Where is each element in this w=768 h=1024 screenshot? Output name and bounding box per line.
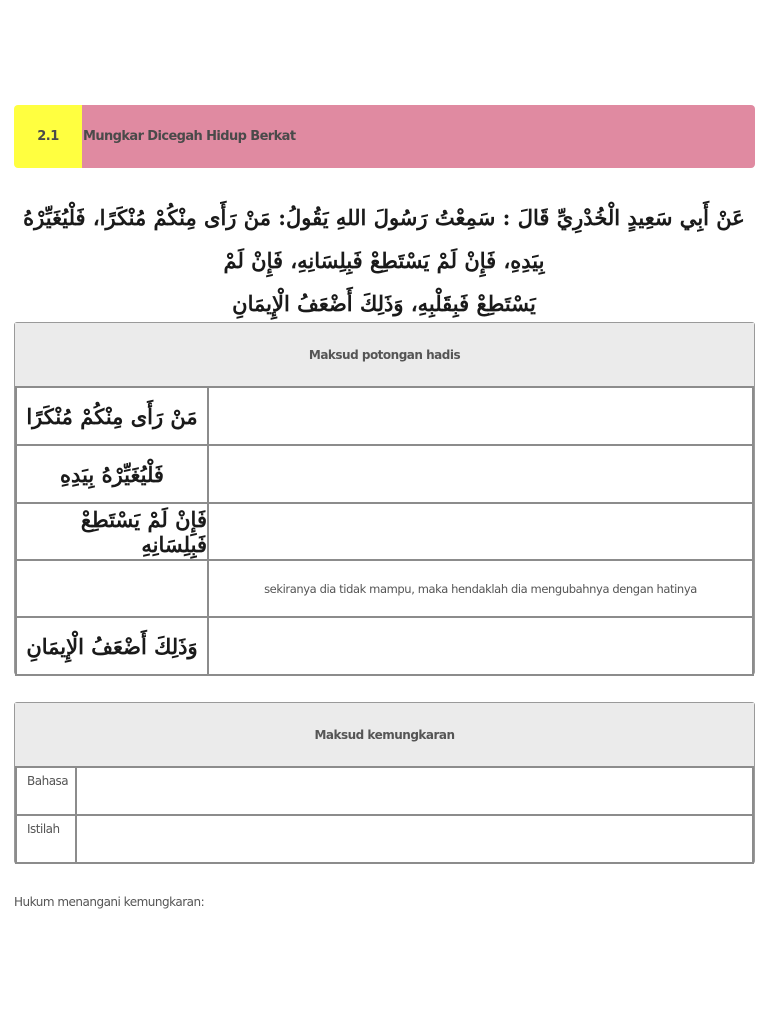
table-row: [15, 446, 754, 504]
kemungkaran-table: [14, 702, 755, 864]
section-title: Mungkar Dicegah Hidup Berkat: [82, 105, 755, 168]
hadis-meaning-table: [14, 322, 755, 675]
meaning-field[interactable]: [209, 618, 752, 674]
table-row: [15, 618, 754, 676]
hadith-line-2: يَسْتَطِعْ فَبِقَلْبِهِ، وَذَلِكَ أَضْعَفُ الْإِيمَانِ: [232, 291, 536, 316]
table-heading: Maksud potongan hadis: [15, 323, 754, 388]
section-header: [14, 105, 755, 168]
arabic-phrase-field[interactable]: [17, 561, 209, 616]
hadith-text: [20, 196, 748, 325]
row-label: Bahasa: [17, 768, 77, 814]
istilah-field[interactable]: [77, 816, 752, 862]
table-row: [15, 768, 754, 816]
section-number: 2.1: [14, 105, 82, 168]
meaning-field[interactable]: [209, 388, 752, 444]
arabic-phrase: فَلْيُغَيِّرْهُ بِيَدِهِ: [17, 446, 209, 502]
table-row: [15, 816, 754, 864]
table-heading: Maksud kemungkaran: [15, 703, 754, 768]
table-row: [15, 561, 754, 618]
row-label: Istilah: [17, 816, 77, 862]
meaning-field[interactable]: [209, 504, 752, 559]
table-row: [15, 388, 754, 446]
arabic-phrase: فَإِنْ لَمْ يَسْتَطِعْ فَبِلِسَانِهِ: [17, 504, 209, 559]
arabic-phrase: مَنْ رَأَى مِنْكُمْ مُنْكَرًا: [17, 388, 209, 444]
hadith-line-1: عَنْ أَبِي سَعِيدٍ الْخُدْرِيِّ قَالَ : سَمِعْتُ رَسُولَ اللهِ يَقُولُ: مَنْ رَأَى مِنْكُمْ مُنْكَرًا، فَلْيُغَيِّرْهُ بِيَدِهِ، فَإِنْ لَمْ يَسْتَطِعْ فَبِلِسَانِهِ، فَإِنْ لَمْ: [23, 205, 745, 273]
meaning-text: sekiranya dia tidak mampu, maka hendaklah dia mengubahnya dengan hatinya: [264, 581, 697, 596]
bahasa-field[interactable]: [77, 768, 752, 814]
table-row: [15, 504, 754, 561]
meaning-field[interactable]: [209, 446, 752, 502]
hukum-label: Hukum menangani kemungkaran:: [14, 895, 205, 909]
arabic-phrase: وَذَلِكَ أَضْعَفُ الْإِيمَانِ: [17, 618, 209, 674]
